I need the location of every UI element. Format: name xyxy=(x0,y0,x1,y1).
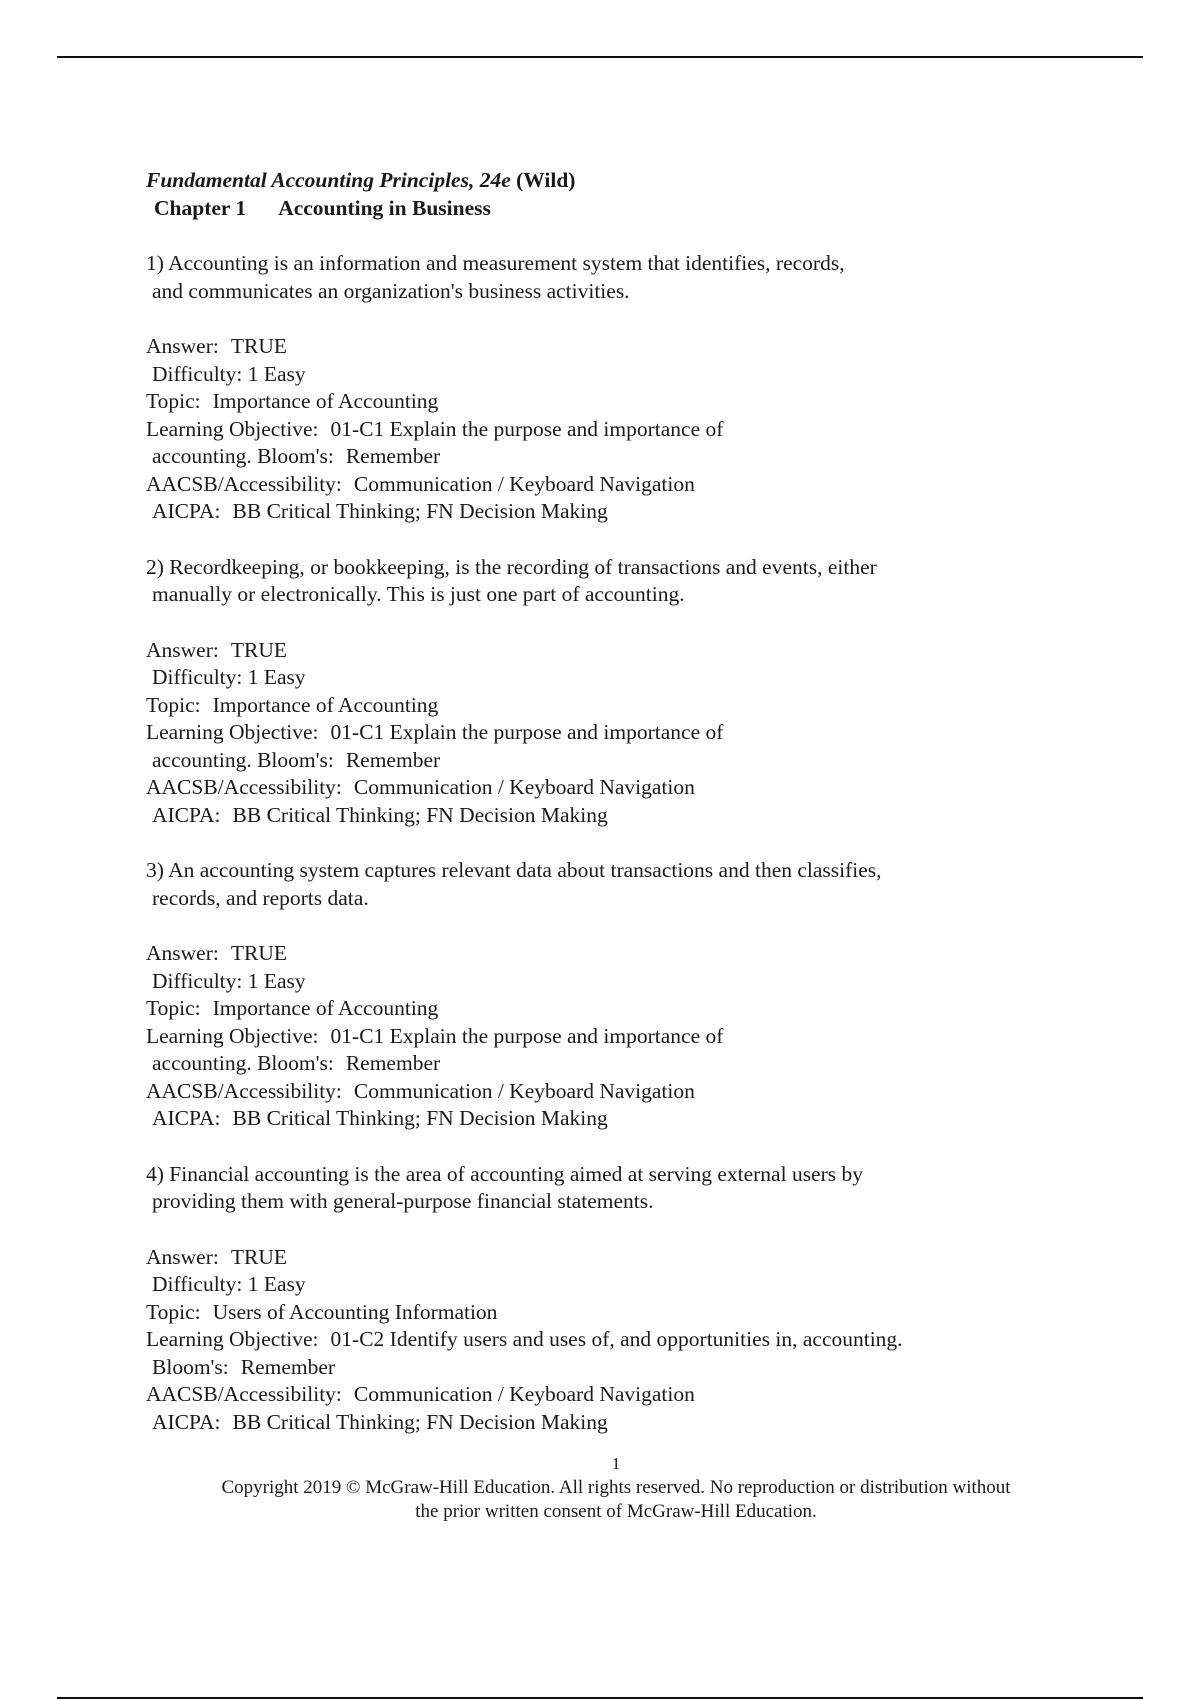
learning-objective-label: Learning Objective: xyxy=(146,1023,319,1048)
answer-label: Answer: xyxy=(146,1244,219,1269)
chapter-heading xyxy=(146,195,1066,223)
answer-label: Answer: xyxy=(146,334,219,358)
topic-value: Importance of Accounting xyxy=(212,692,439,717)
learning-objective-value: 01-C2 Identify users and uses of, and opportunities in, accounting. xyxy=(330,1327,903,1351)
topic-line xyxy=(146,995,1066,1023)
topic-label: Topic: xyxy=(146,692,201,717)
question-text xyxy=(146,554,1066,609)
question-line-2: manually or electronically. This is just one part of accounting. xyxy=(152,582,685,606)
question-item xyxy=(146,1161,1066,1437)
question-text xyxy=(146,1161,1066,1216)
page-content xyxy=(146,167,1066,1436)
bloom-value: Remember xyxy=(345,1051,441,1075)
question-list xyxy=(146,250,1066,1436)
aacsb-value: Communication / Keyboard Navigation xyxy=(353,775,695,799)
question-item xyxy=(146,554,1066,830)
question-metadata xyxy=(146,333,1066,526)
aicpa-value: BB Critical Thinking; FN Decision Making xyxy=(232,1409,608,1434)
learning-objective-value: 01-C1 Explain the purpose and importance of xyxy=(330,416,724,441)
question-line-1: 3) An accounting system captures relevant data about transactions and then classifies, xyxy=(146,858,882,882)
bloom-line xyxy=(146,1354,1066,1382)
learning-objective-label: Learning Objective: xyxy=(146,1327,319,1351)
answer-label: Answer: xyxy=(146,941,219,965)
learning-objective-line xyxy=(146,719,1066,747)
learning-objective-line xyxy=(146,1326,1066,1354)
difficulty-line: Difficulty: 1 Easy xyxy=(152,968,306,993)
topic-line xyxy=(146,388,1066,416)
aicpa-line xyxy=(146,802,1066,830)
aacsb-value: Communication / Keyboard Navigation xyxy=(353,471,695,496)
top-rule xyxy=(57,56,1143,58)
topic-label: Topic: xyxy=(146,996,201,1020)
bloom-line xyxy=(146,747,1066,775)
question-metadata xyxy=(146,1244,1066,1437)
aacsb-label: AACSB/Accessibility: xyxy=(146,1078,342,1103)
learning-objective-value: 01-C1 Explain the purpose and importance of xyxy=(330,1023,724,1048)
bloom-label: accounting. Bloom's: xyxy=(152,747,334,772)
question-metadata xyxy=(146,940,1066,1133)
topic-label: Topic: xyxy=(146,1299,201,1324)
answer-value: TRUE xyxy=(230,334,287,358)
aacsb-value: Communication / Keyboard Navigation xyxy=(353,1078,695,1103)
bloom-line xyxy=(146,443,1066,471)
bloom-value: Remember xyxy=(345,444,441,468)
page-number: 1 xyxy=(611,1454,621,1473)
bloom-line xyxy=(146,1050,1066,1078)
book-title xyxy=(146,167,1066,195)
aicpa-line xyxy=(146,1409,1066,1437)
bloom-label: accounting. Bloom's: xyxy=(152,1051,334,1075)
aicpa-label: AICPA: xyxy=(152,499,221,523)
answer-line xyxy=(146,1244,1066,1272)
aicpa-label: AICPA: xyxy=(152,802,221,827)
learning-objective-value: 01-C1 Explain the purpose and importance of xyxy=(330,720,724,744)
topic-value: Importance of Accounting xyxy=(212,996,439,1020)
book-title-text: Fundamental Accounting Principles, 24e xyxy=(146,168,511,192)
aacsb-line xyxy=(146,1078,1066,1106)
page-footer xyxy=(146,1452,1086,1524)
learning-objective-line xyxy=(146,416,1066,444)
answer-value: TRUE xyxy=(230,637,287,662)
aacsb-line xyxy=(146,774,1066,802)
topic-label: Topic: xyxy=(146,389,201,413)
question-text xyxy=(146,250,1066,305)
aacsb-label: AACSB/Accessibility: xyxy=(146,1382,342,1406)
chapter-name: Accounting in Business xyxy=(278,195,491,220)
difficulty-line: Difficulty: 1 Easy xyxy=(152,665,306,689)
question-line-2: and communicates an organization's business activities. xyxy=(152,278,630,303)
difficulty-line: Difficulty: 1 Easy xyxy=(152,361,306,386)
bloom-value: Remember xyxy=(345,747,441,772)
question-line-2: records, and reports data. xyxy=(152,885,369,910)
learning-objective-label: Learning Objective: xyxy=(146,720,319,744)
learning-objective-line xyxy=(146,1023,1066,1051)
aacsb-label: AACSB/Accessibility: xyxy=(146,471,342,496)
answer-value: TRUE xyxy=(230,941,287,965)
aicpa-label: AICPA: xyxy=(152,1409,221,1434)
answer-label: Answer: xyxy=(146,637,219,662)
aicpa-value: BB Critical Thinking; FN Decision Making xyxy=(232,499,608,523)
topic-line xyxy=(146,692,1066,720)
bloom-label: Bloom's: xyxy=(152,1354,229,1379)
topic-value: Users of Accounting Information xyxy=(212,1299,498,1324)
book-author: (Wild) xyxy=(516,168,576,192)
question-line-1: 4) Financial accounting is the area of accounting aimed at serving external users by xyxy=(146,1161,864,1186)
aacsb-line xyxy=(146,471,1066,499)
question-line-2: providing them with general-purpose financial statements. xyxy=(152,1189,654,1213)
question-text xyxy=(146,857,1066,912)
answer-line xyxy=(146,333,1066,361)
aicpa-value: BB Critical Thinking; FN Decision Making xyxy=(232,802,608,827)
copyright-line-1: Copyright 2019 © McGraw-Hill Education. All rights reserved. No reproduction or distribution without xyxy=(221,1477,1011,1498)
question-line-1: 1) Accounting is an information and measurement system that identifies, records, xyxy=(146,251,845,275)
question-item xyxy=(146,857,1066,1133)
aacsb-label: AACSB/Accessibility: xyxy=(146,775,342,799)
question-item xyxy=(146,250,1066,526)
bloom-value: Remember xyxy=(240,1354,336,1379)
chapter-label: Chapter 1 xyxy=(154,195,247,220)
topic-value: Importance of Accounting xyxy=(212,389,439,413)
question-line-1: 2) Recordkeeping, or bookkeeping, is the recording of transactions and events, either xyxy=(146,554,877,579)
topic-line xyxy=(146,1299,1066,1327)
aicpa-line xyxy=(146,1105,1066,1133)
answer-value: TRUE xyxy=(230,1244,287,1269)
aicpa-line xyxy=(146,498,1066,526)
answer-line xyxy=(146,637,1066,665)
bottom-rule xyxy=(57,1697,1143,1699)
difficulty-line: Difficulty: 1 Easy xyxy=(152,1272,306,1296)
aacsb-value: Communication / Keyboard Navigation xyxy=(353,1382,695,1406)
aicpa-label: AICPA: xyxy=(152,1106,221,1130)
answer-line xyxy=(146,940,1066,968)
copyright-line-2: the prior written consent of McGraw-Hill Education. xyxy=(415,1501,817,1522)
learning-objective-label: Learning Objective: xyxy=(146,416,319,441)
aacsb-line xyxy=(146,1381,1066,1409)
bloom-label: accounting. Bloom's: xyxy=(152,444,334,468)
question-metadata xyxy=(146,637,1066,830)
aicpa-value: BB Critical Thinking; FN Decision Making xyxy=(232,1106,608,1130)
